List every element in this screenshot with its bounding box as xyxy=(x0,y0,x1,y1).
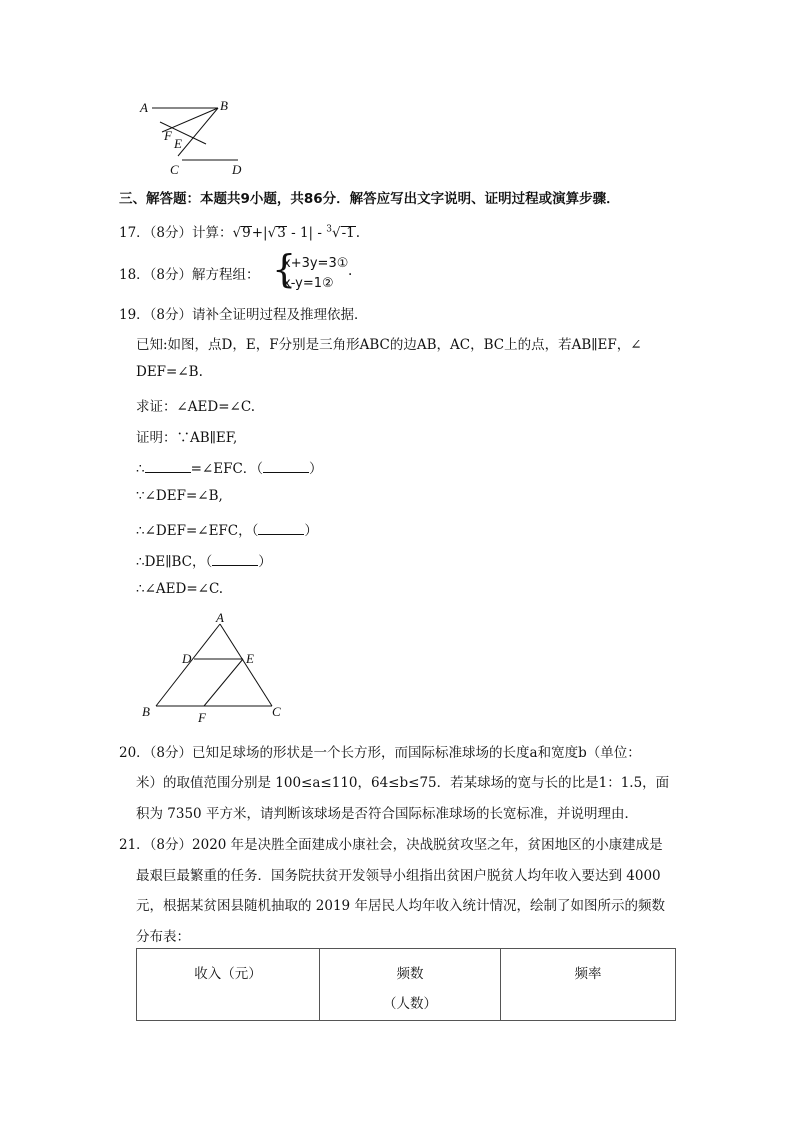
label-f: F xyxy=(164,128,172,143)
sqrt-sign-3: √ xyxy=(331,225,341,241)
q17-mid: - 1| - xyxy=(286,225,327,241)
cube-index: 3 xyxy=(326,224,332,235)
tri-label-b: B xyxy=(142,704,150,719)
q21-line2: 最艰巨最繁重的任务．国务院扶贫开发领导小组指出贫困户脱贫人均年收入要达到 4000 xyxy=(136,868,661,884)
figure-triangle xyxy=(136,610,296,726)
section-heading: 三、解答题：本题共9小题，共86分．解答应写出文字说明、证明过程或演算步骤． xyxy=(119,191,620,207)
header-rate: 频率 xyxy=(501,949,676,1021)
radicand-9: 9 xyxy=(242,225,251,241)
question-17 xyxy=(119,221,360,241)
q19-given-line2: DEF=∠B. xyxy=(136,364,203,380)
q19-step3 xyxy=(136,519,318,539)
q17-number: 17．（8分）计算： xyxy=(119,225,233,241)
q17-end: . xyxy=(355,225,361,241)
question-19: 19．（8分）请补全证明过程及推理依据． xyxy=(119,307,368,323)
step3-text: ∴∠DEF=∠EFC，（ xyxy=(136,523,259,539)
system-brace: { xyxy=(272,247,297,291)
q19-step5: ∴∠AED=∠C. xyxy=(136,581,224,597)
q19-given-line1: 已知:如图，点D，E，F分别是三角形ABC的边AB，AC，BC上的点，若AB∥EF，∠ xyxy=(136,337,642,353)
blank-4[interactable] xyxy=(212,553,258,566)
tri-label-d: D xyxy=(182,651,192,666)
therefore: ∴ xyxy=(136,461,145,477)
step1-close: ） xyxy=(309,461,323,477)
q19-step4 xyxy=(136,550,272,570)
label-b: B xyxy=(220,98,228,113)
header-frequency-a: 频数 xyxy=(396,966,424,982)
header-frequency-b: （人数） xyxy=(383,996,437,1012)
equation-2: x-y=1② xyxy=(283,276,334,291)
header-frequency xyxy=(320,949,501,1021)
frequency-table xyxy=(136,948,676,1021)
q20-line2: 米）的取值范围分别是 100≤a≤110，64≤b≤75．若某球场的宽与长的比是1：1.5，面 xyxy=(136,775,670,791)
equation-1: x+3y=3① xyxy=(283,256,349,271)
q21-line1: 21．（8分）2020 年是决胜全面建成小康社会，决战脱贫攻坚之年，贫困地区的小康建成是 xyxy=(119,837,663,853)
q19-step2: ∵∠DEF=∠B, xyxy=(136,488,223,504)
label-d: D xyxy=(232,162,242,177)
step4-text: ∴DE∥BC，（ xyxy=(136,554,213,570)
q19-proof-start: 证明：∵AB∥EF, xyxy=(136,430,238,446)
sqrt-sign-2: √ xyxy=(267,225,277,241)
label-c: C xyxy=(170,162,179,177)
blank-2[interactable] xyxy=(263,460,309,473)
radicand-neg1: -1 xyxy=(341,225,355,241)
blank-3[interactable] xyxy=(258,522,304,535)
radicand-3: 3 xyxy=(277,225,286,241)
q21-line4: 分布表： xyxy=(136,929,190,945)
q19-step1 xyxy=(136,457,323,477)
step1-text: =∠EFC．（ xyxy=(190,461,264,477)
plus-abs: +| xyxy=(251,225,268,241)
sqrt-sign: √ xyxy=(232,225,242,241)
equation-system xyxy=(283,254,348,294)
tri-label-a: A xyxy=(216,610,224,625)
step3-close: ） xyxy=(304,523,318,539)
table-header-row xyxy=(137,949,676,1021)
step4-close: ） xyxy=(258,554,272,570)
q18-end: . xyxy=(348,263,353,279)
label-e: E xyxy=(174,136,182,151)
tri-label-e: E xyxy=(246,651,254,666)
tri-label-c: C xyxy=(272,704,281,719)
q19-prove: 求证：∠AED=∠C. xyxy=(136,399,256,415)
q20-line1: 20．（8分）已知足球场的形状是一个长方形，而国际标准球场的长度a和宽度b（单位： xyxy=(119,745,641,761)
blank-1[interactable] xyxy=(145,460,191,473)
q20-line3: 积为 7350 平方米，请判断该球场是否符合国际标准球场的长宽标准，并说明理由． xyxy=(136,806,638,822)
header-income: 收入（元） xyxy=(137,949,320,1021)
figure-parallel-lines xyxy=(136,96,256,180)
label-a: A xyxy=(140,100,148,115)
q21-line3: 元，根据某贫困县随机抽取的 2019 年居民人均年收入统计情况，绘制了如图所示的频数 xyxy=(136,898,665,914)
tri-label-f: F xyxy=(198,710,206,725)
question-18: 18．（8分）解方程组： xyxy=(119,267,260,283)
